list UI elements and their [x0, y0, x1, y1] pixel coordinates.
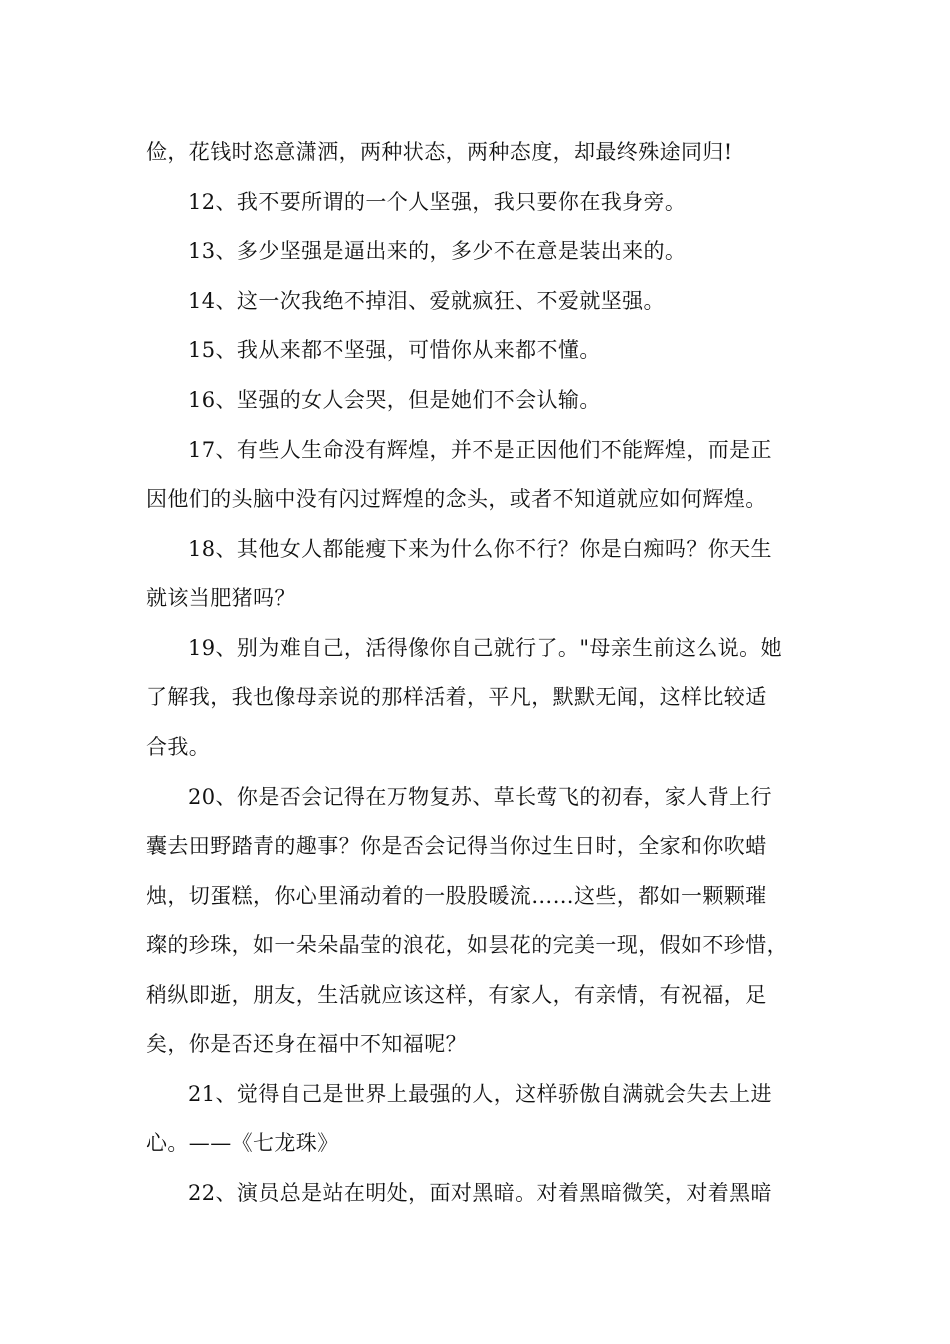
paragraph-line: 矣，你是否还身在福中不知福呢？: [146, 1032, 467, 1056]
paragraph-line: 15、我从来都不坚强，可惜你从来都不懂。: [188, 338, 601, 362]
paragraph-line: 16、坚强的女人会哭，但是她们不会认输。: [188, 388, 601, 412]
paragraph-line: 璨的珍珠，如一朵朵晶莹的浪花，如昙花的完美一现，假如不珍惜，: [146, 933, 788, 957]
paragraph-line: 17、有些人生命没有辉煌，并不是正因他们不能辉煌，而是正: [188, 438, 772, 462]
paragraph-line: 因他们的头脑中没有闪过辉煌的念头，或者不知道就应如何辉煌。: [146, 487, 767, 511]
paragraph-line: 14、这一次我绝不掉泪、爱就疯狂、不爱就坚强。: [188, 289, 665, 313]
paragraph-line: 19、别为难自己，活得像你自己就行了。"母亲生前这么说。她: [188, 636, 782, 660]
paragraph-line: 22、演员总是站在明处，面对黑暗。对着黑暗微笑，对着黑暗: [188, 1181, 772, 1205]
paragraph-line: 了解我，我也像母亲说的那样活着，平凡，默默无闻，这样比较适: [146, 685, 767, 709]
paragraph-line: 心。——《七龙珠》: [146, 1131, 339, 1155]
paragraph-line: 稍纵即逝，朋友，生活就应该这样，有家人，有亲情，有祝福，足: [146, 983, 767, 1007]
paragraph-line: 13、多少坚强是逼出来的，多少不在意是装出来的。: [188, 239, 687, 263]
paragraph-line: 囊去田野踏青的趣事？你是否会记得当你过生日时，全家和你吹蜡: [146, 834, 767, 858]
paragraph-line: 烛，切蛋糕，你心里涌动着的一股股暖流……这些，都如一颗颗璀: [146, 884, 767, 908]
paragraph-line: 21、觉得自己是世界上最强的人，这样骄傲自满就会失去上进: [188, 1082, 772, 1106]
paragraph-line: 20、你是否会记得在万物复苏、草长莺飞的初春，家人背上行: [188, 785, 772, 809]
paragraph-line: 12、我不要所谓的一个人坚强，我只要你在我身旁。: [188, 190, 687, 214]
paragraph-line: 18、其他女人都能瘦下来为什么你不行？你是白痴吗？你天生: [188, 537, 772, 561]
paragraph-line: 俭，花钱时恣意潇洒，两种状态，两种态度，却最终殊途同归!: [146, 140, 733, 164]
paragraph-line: 就该当肥猪吗？: [146, 586, 296, 610]
paragraph-line: 合我。: [146, 735, 211, 759]
